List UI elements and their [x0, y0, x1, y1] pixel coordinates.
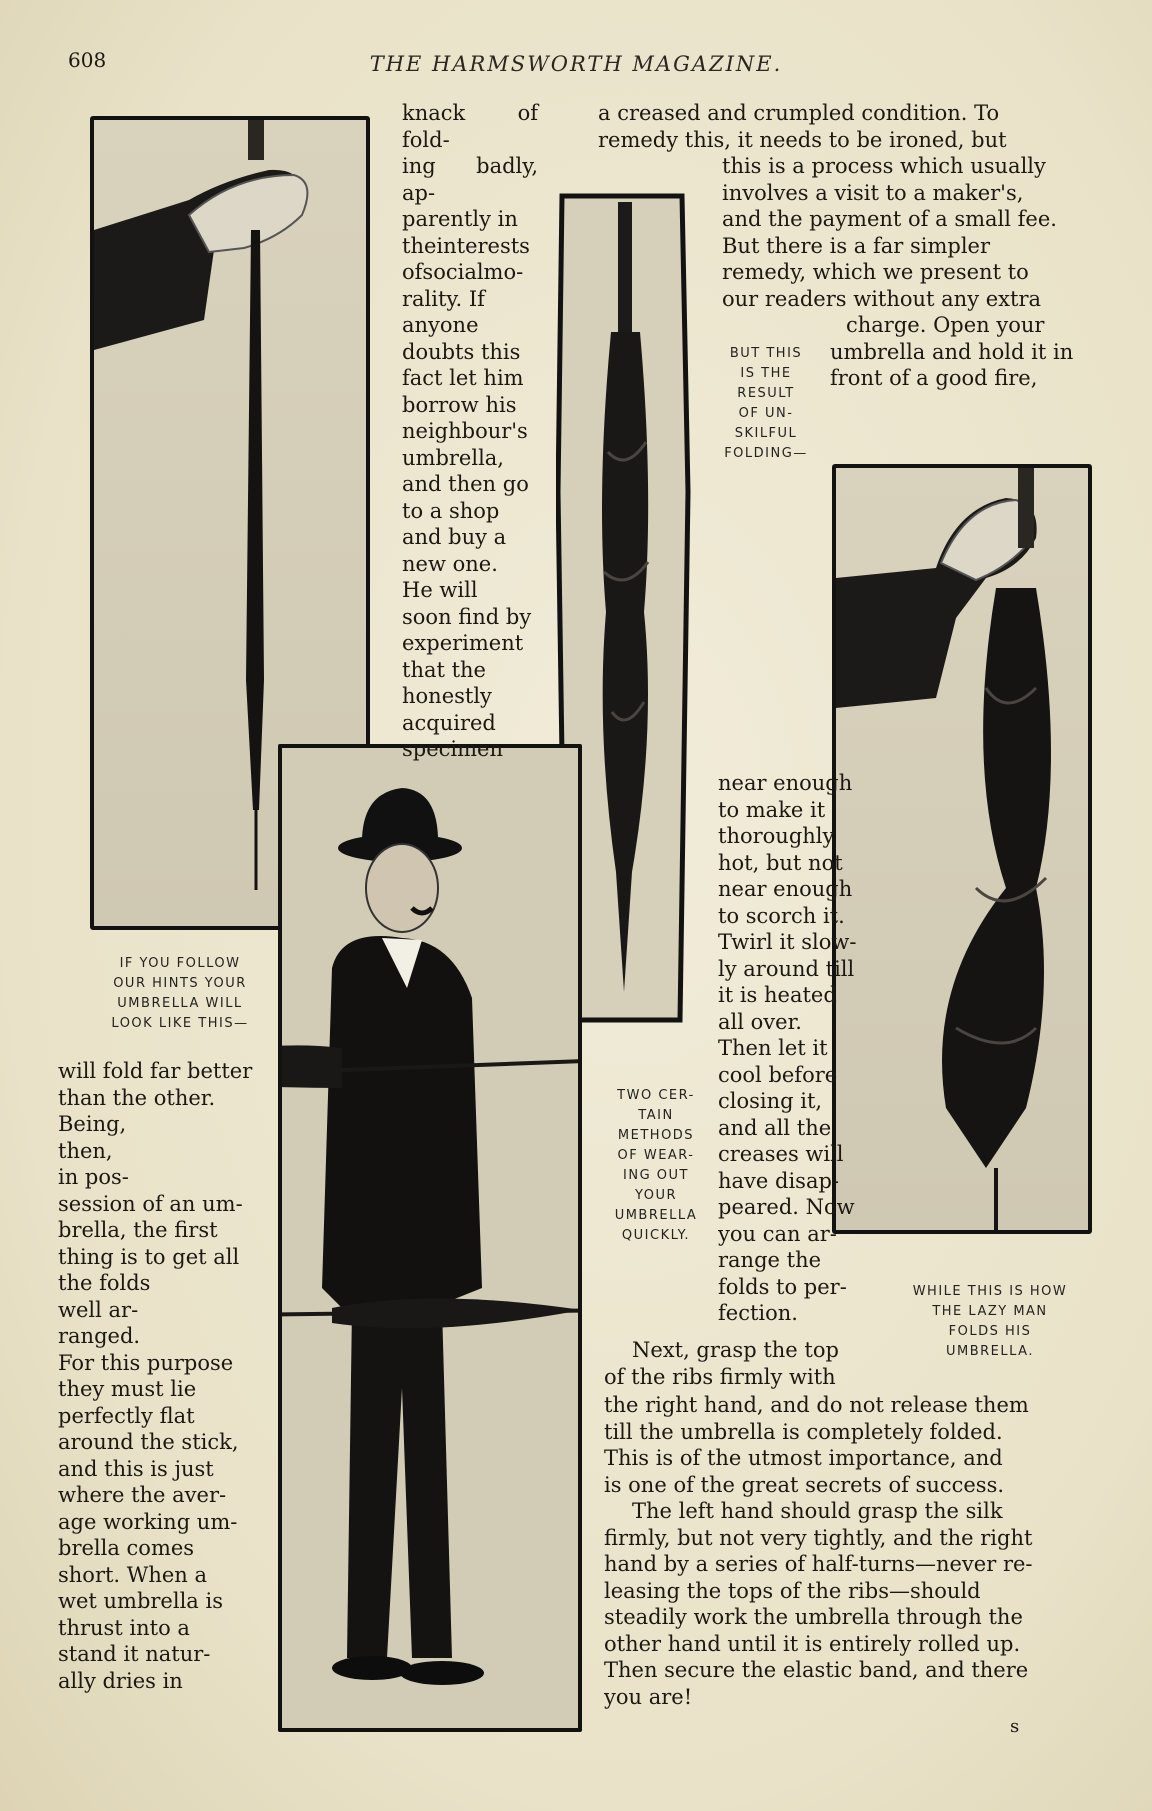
text-line: short. When a — [58, 1562, 208, 1587]
text-line: you are! — [604, 1684, 693, 1709]
text-line: umbrella and hold it in — [830, 339, 1074, 364]
text-line: stand it natur- — [58, 1642, 211, 1666]
text-line: ly around till — [718, 956, 855, 981]
text-line: perfectly flat — [58, 1403, 195, 1428]
page-number: 608 — [68, 48, 107, 72]
text-line: thoroughly — [718, 824, 835, 848]
text-line: is one of the great secrets of success. — [604, 1472, 1005, 1497]
text-column-a — [402, 100, 538, 763]
text-line: hot, but not — [718, 850, 843, 875]
text-column-c — [718, 770, 876, 1327]
text-line: peared. Now — [718, 1195, 855, 1219]
caption-line: TAIN — [638, 1108, 674, 1123]
text-line: involves a visit to a maker's, — [722, 180, 1024, 205]
caption-line: OF WEAR- — [617, 1148, 695, 1163]
text-line: where the aver- — [58, 1483, 227, 1507]
text-line: ally dries in — [58, 1668, 183, 1693]
text-line: remedy, which we present to — [722, 260, 1029, 284]
caption-line: OF UN- — [738, 406, 794, 421]
text-line: Twirl it slow- — [718, 930, 857, 954]
text-line: knack of fold- — [402, 101, 538, 152]
text-line: front of a good fire, — [830, 366, 1038, 390]
text-line: then, — [58, 1138, 113, 1163]
text-line: creases will — [718, 1142, 844, 1166]
caption-line: UMBRELLA. — [946, 1344, 1034, 1359]
caption-line: UMBRELLA — [614, 1208, 698, 1223]
text-line: folds to per- — [718, 1274, 847, 1299]
caption-follow-hints — [70, 954, 290, 1034]
text-line: well ar- — [58, 1297, 139, 1322]
caption-line: UMBRELLA WILL — [117, 996, 243, 1011]
text-line: For this purpose — [58, 1350, 234, 1375]
text-line: brella, the first — [58, 1218, 218, 1242]
text-line: till the umbrella is completely folded. — [604, 1419, 1003, 1444]
text-line: experiment — [402, 631, 524, 655]
text-line: borrow his — [402, 392, 517, 417]
caption-line: METHODS — [617, 1128, 695, 1143]
text-line: But there is a far simpler — [722, 233, 991, 258]
text-line: thrust into a — [58, 1615, 190, 1640]
text-line: and this is just — [58, 1456, 214, 1481]
caption-line: SKILFUL — [734, 426, 798, 441]
text-line: the folds — [58, 1271, 151, 1295]
text-line: steadily work the umbrella through the — [604, 1605, 1023, 1629]
running-title: THE HARMSWORTH MAGAZINE. — [369, 52, 783, 76]
text-line: acquired — [402, 710, 496, 735]
text-line: other hand until it is entirely rolled up. — [604, 1631, 1021, 1656]
text-line: it is heated — [718, 983, 837, 1007]
text-line: parently in — [402, 207, 518, 231]
text-line: He will — [402, 578, 478, 602]
text-line: remedy this, it needs to be ironed, but — [598, 127, 1007, 152]
text-line: leasing the tops of the ribs—should — [604, 1578, 981, 1603]
caption-line: QUICKLY. — [621, 1228, 691, 1243]
text-line: age working um- — [58, 1509, 238, 1534]
text-line: Then let it — [718, 1036, 828, 1060]
text-line: soon find by — [402, 604, 532, 629]
text-line: neighbour's — [402, 419, 528, 443]
text-line: fact let him — [402, 366, 524, 390]
text-line: The left hand should grasp the silk — [632, 1499, 1003, 1523]
text-line: umbrella, — [402, 445, 504, 470]
photo-man-with-umbrellas — [278, 744, 582, 1732]
text-line: and the payment of a small fee. — [722, 207, 1057, 231]
text-line: Then secure the elastic band, and there — [604, 1658, 1029, 1682]
text-line: in pos- — [58, 1165, 129, 1189]
caption-line: RESULT — [737, 386, 795, 401]
text-line: near enough — [718, 877, 853, 901]
text-line: range the — [718, 1248, 822, 1272]
text-line: closing it, — [718, 1089, 823, 1113]
text-line: This is of the utmost importance, and — [604, 1446, 1003, 1470]
text-line: session of an um- — [58, 1191, 243, 1216]
text-column-e — [604, 1392, 1088, 1710]
text-line: to scorch it. — [718, 903, 845, 928]
text-line: wet umbrella is — [58, 1589, 223, 1613]
text-line: will fold far better — [58, 1059, 253, 1083]
text-line: thing is to get all — [58, 1244, 240, 1269]
caption-line: OUR HINTS YOUR — [113, 976, 247, 991]
text-line: charge. Open your — [846, 313, 1045, 337]
caption-unskilful-folding — [716, 344, 816, 464]
text-line: and then go — [402, 472, 529, 496]
text-line: to a shop — [402, 498, 500, 523]
text-line: the right hand, and do not release them — [604, 1393, 1029, 1417]
caption-line: BUT THIS — [729, 346, 803, 361]
text-line: Next, grasp the top — [632, 1338, 839, 1362]
caption-line: FOLDS HIS — [948, 1324, 1032, 1339]
text-line: our readers without any extra — [722, 286, 1042, 311]
text-line: ranged. — [58, 1324, 141, 1348]
text-line: doubts this — [402, 339, 521, 364]
text-line: of the ribs firmly with — [604, 1364, 836, 1389]
text-line: to make it — [718, 797, 826, 822]
text-line: brella comes — [58, 1536, 195, 1560]
text-line: this is a process which usually — [722, 154, 1046, 178]
text-column-d — [604, 1337, 884, 1390]
text-line: hand by a series of half-turns—never re- — [604, 1552, 1033, 1576]
signature-mark: s — [1010, 1716, 1020, 1737]
text-line: cool before — [718, 1062, 838, 1087]
text-line: theinterests — [402, 233, 530, 258]
caption-line: IS THE — [740, 366, 792, 381]
caption-line: ING OUT — [623, 1168, 689, 1183]
text-line: new one. — [402, 551, 498, 576]
caption-line: YOUR — [634, 1188, 677, 1203]
man-with-umbrellas-illustration — [282, 748, 578, 1728]
caption-line: TWO CER- — [617, 1088, 695, 1103]
text-line: rality. If — [402, 286, 485, 311]
text-line: a creased and crumpled condition. To — [598, 101, 1000, 125]
text-line: Being, — [58, 1112, 127, 1136]
caption-line: IF YOU FOLLOW — [119, 956, 241, 971]
text-line: you can ar- — [718, 1221, 837, 1246]
text-line: and all the — [718, 1115, 832, 1140]
caption-line: FOLDING— — [724, 446, 808, 461]
text-column-top — [598, 100, 1098, 153]
caption-two-methods — [600, 1086, 712, 1246]
text-line: that the — [402, 657, 486, 682]
text-line: they must lie — [58, 1377, 197, 1401]
text-line: and buy a — [402, 525, 507, 549]
text-line: fection. — [718, 1301, 798, 1325]
text-line: firmly, but not very tightly, and the right — [604, 1525, 1033, 1550]
text-column-left — [58, 1058, 270, 1694]
caption-line: LOOK LIKE THIS— — [111, 1016, 249, 1031]
text-line: anyone — [402, 313, 479, 337]
text-line: specimen — [402, 737, 503, 761]
text-line: have disap- — [718, 1168, 840, 1193]
caption-lazy-man — [880, 1282, 1100, 1362]
text-line: ofsocialmo- — [402, 260, 524, 284]
caption-line: THE LAZY MAN — [932, 1304, 1048, 1319]
text-line: honestly — [402, 684, 492, 708]
text-line: all over. — [718, 1009, 802, 1034]
text-line: near enough — [718, 771, 853, 795]
text-line: ing badly, ap- — [402, 154, 538, 205]
text-line: than the other. — [58, 1085, 216, 1110]
caption-line: WHILE THIS IS HOW — [912, 1284, 1068, 1299]
text-line: around the stick, — [58, 1430, 239, 1454]
